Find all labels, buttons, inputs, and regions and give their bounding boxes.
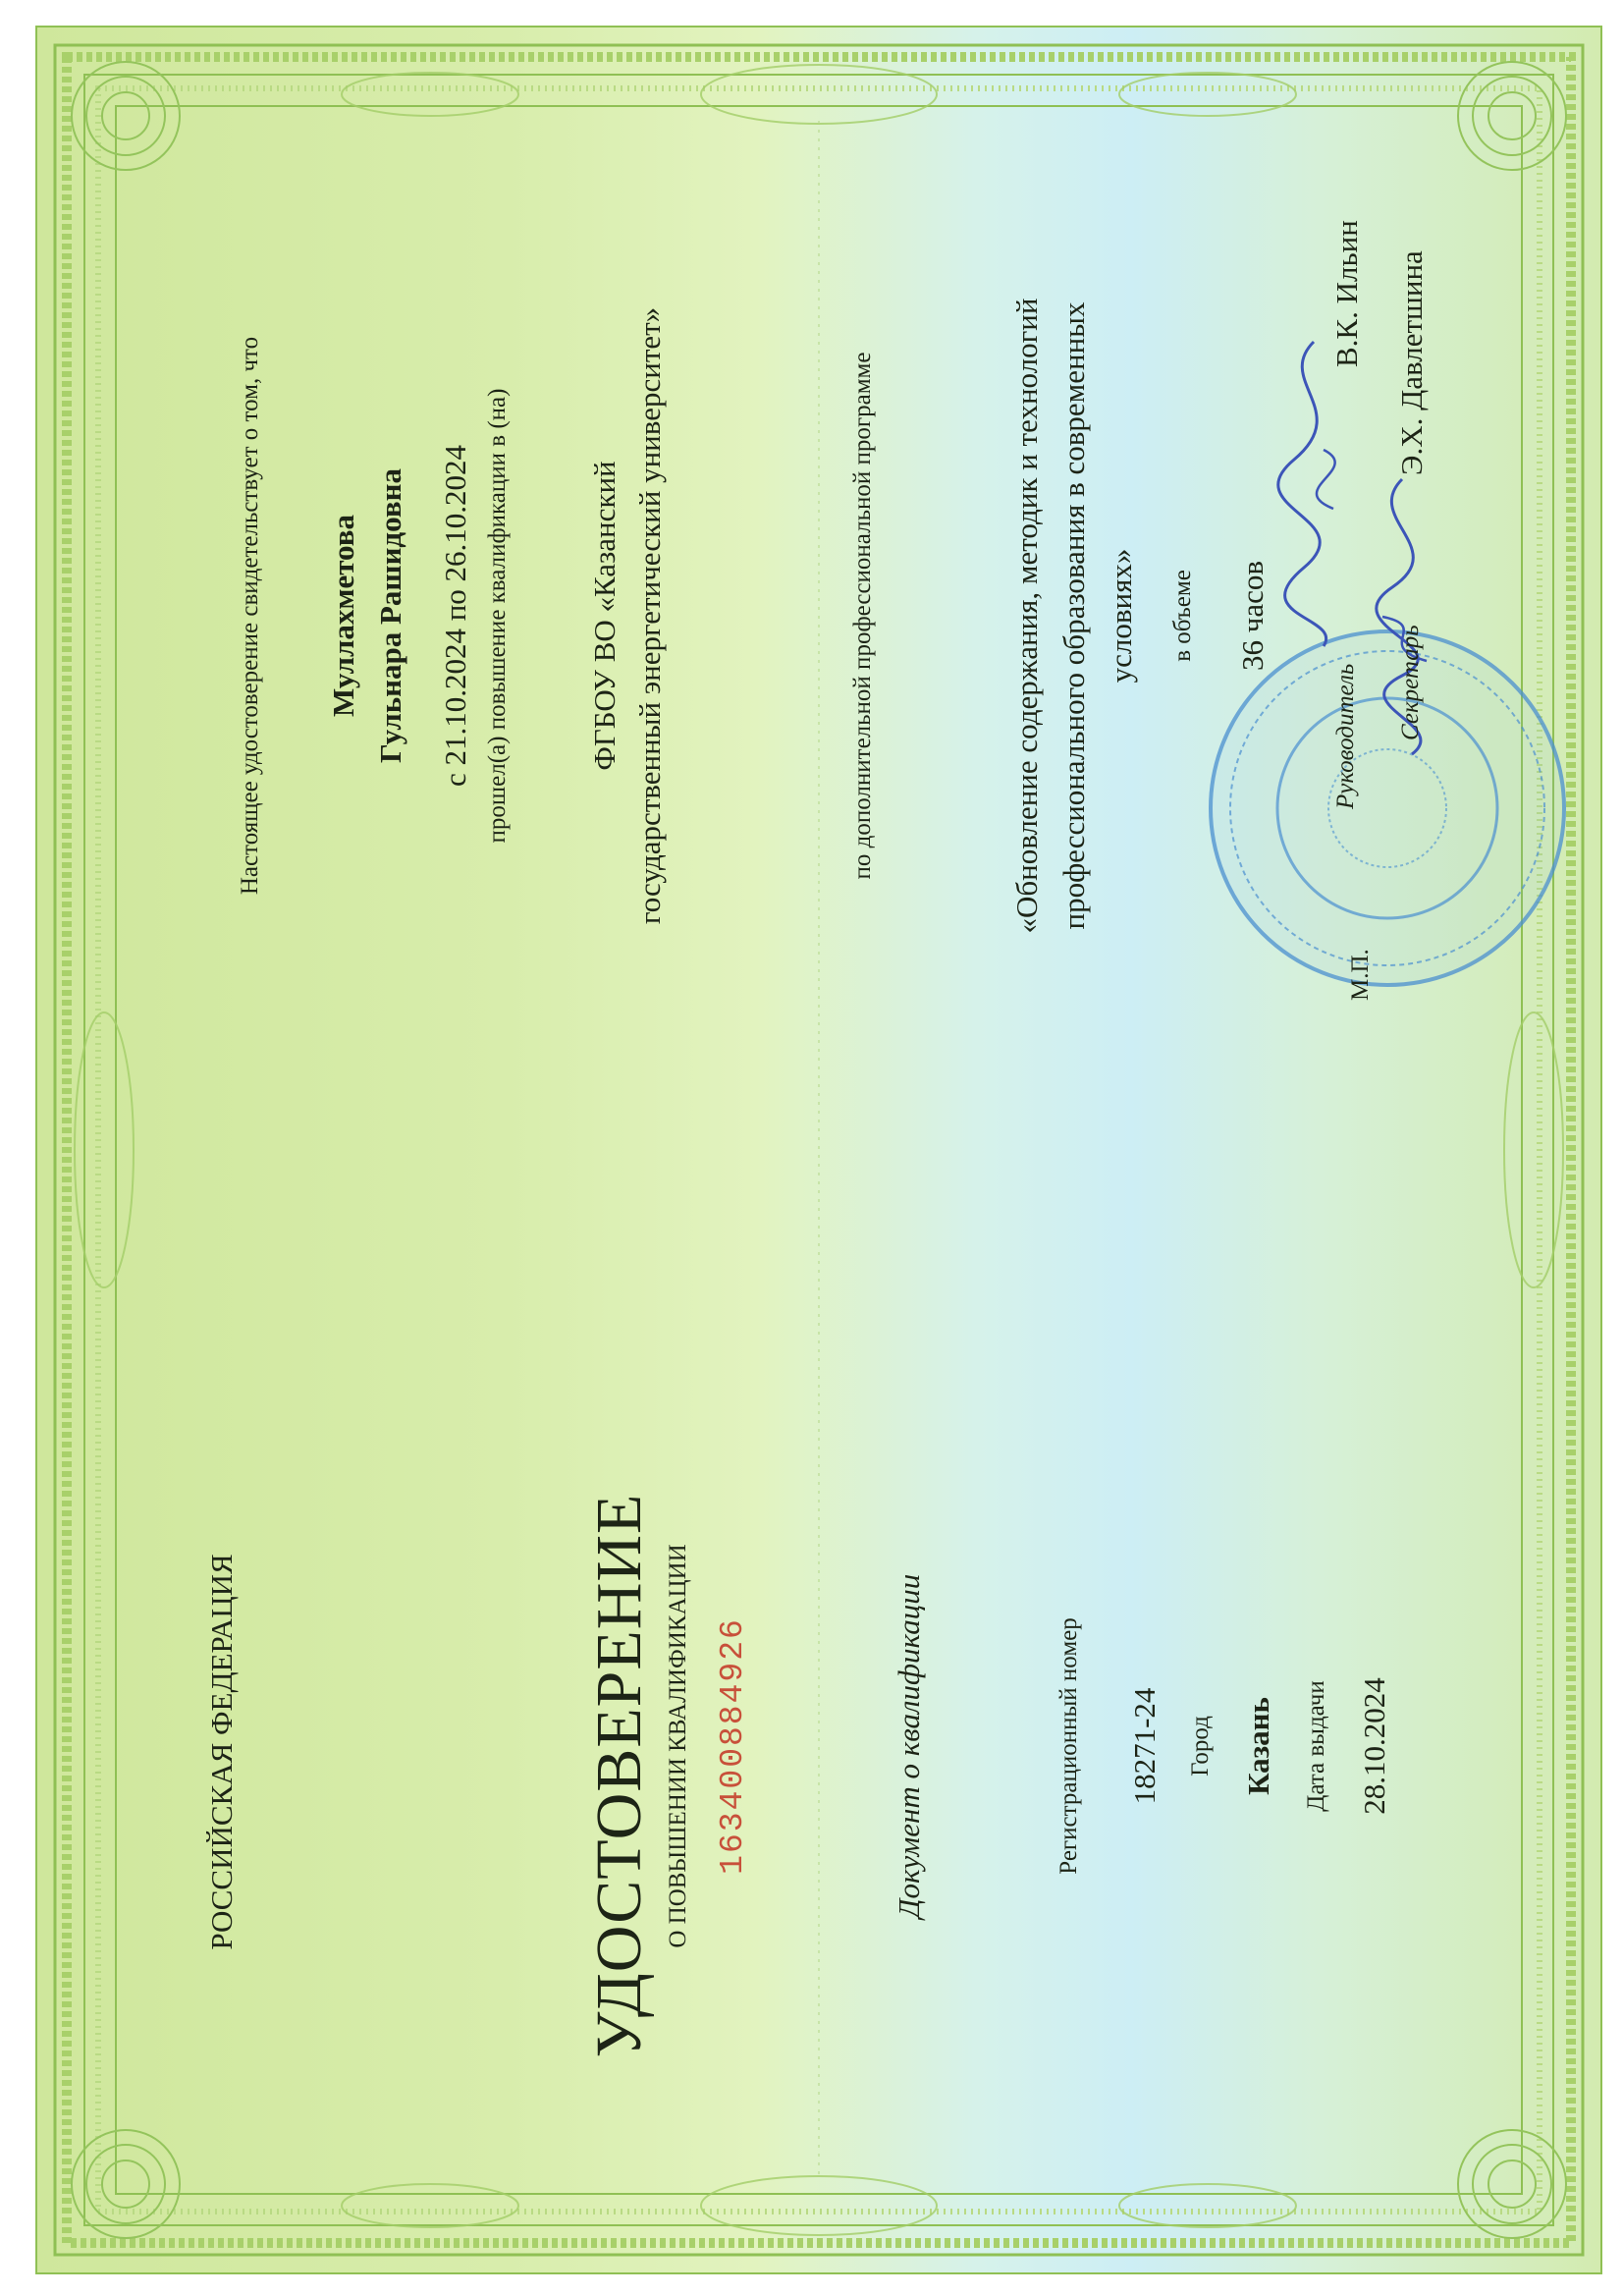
issue-date-label: Дата выдачи [1303, 1680, 1329, 1812]
document-title: УДОСТОВЕРЕНИЕ [583, 1493, 655, 2058]
head-name: В.К. Ильин [1329, 220, 1364, 367]
reg-number-label: Регистрационный номер [1055, 1617, 1082, 1875]
program-line-2: профессионального образования в современных [1056, 301, 1091, 930]
given-names: Гульнара Рашидовна [373, 468, 407, 763]
intro-text: Настоящее удостоверение свидетельствует о том, что [237, 336, 263, 896]
secretary-label: Секретарь [1397, 625, 1424, 740]
program-label: по дополнительной профессиональной программе [849, 352, 876, 880]
document-type: Документ о квалификации [892, 1573, 926, 1919]
program-line-1: «Обновление содержания, методик и технологий [1009, 298, 1044, 934]
certificate-sheet [35, 26, 1602, 2274]
city-label: Город [1187, 1716, 1214, 1777]
program-line-3: условиях» [1104, 548, 1138, 683]
stamp-place-label: М.П. [1347, 949, 1374, 1001]
reg-number: 18271-24 [1127, 1687, 1162, 1805]
institution-line-1: ФГБОУ ВО «Казанский [587, 461, 622, 771]
hours-value: 36 часов [1235, 561, 1270, 671]
document-subtitle: О ПОВЫШЕНИИ КВАЛИФИКАЦИИ [665, 1544, 691, 1948]
city-value: Казань [1241, 1697, 1275, 1795]
rotated-content [37, 27, 1600, 2272]
serial-number: 163400884926 [715, 1617, 751, 1875]
head-label: Руководитель [1332, 663, 1359, 809]
surname: Муллахметова [326, 514, 360, 718]
country-label: РОССИЙСКАЯ ФЕДЕРАЦИЯ [204, 1554, 239, 1950]
passed-text: прошел(а) повышение квалификации в (на) [484, 388, 511, 844]
institution-line-2: государственный энергетический университет» [632, 306, 667, 925]
study-period: с 21.10.2024 по 26.10.2024 [438, 444, 472, 788]
issue-date: 28.10.2024 [1357, 1677, 1391, 1815]
secretary-name: Э.Х. Давлетшина [1394, 250, 1429, 475]
volume-label: в объеме [1169, 570, 1196, 662]
